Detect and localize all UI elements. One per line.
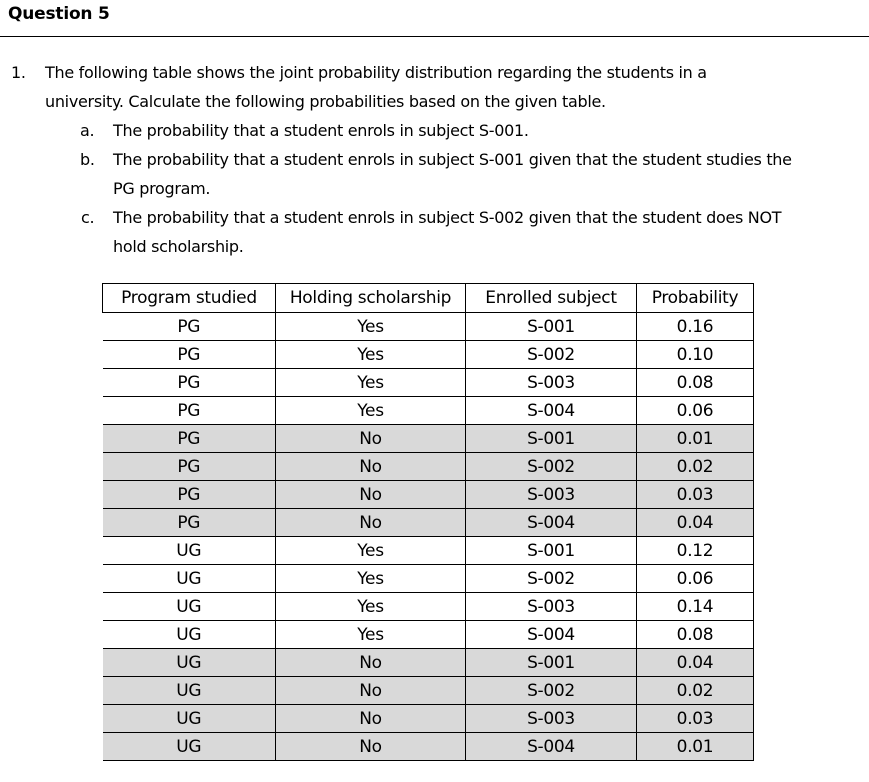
table-row (103, 565, 754, 593)
table-row (103, 313, 754, 341)
part-label-c: c. (81, 208, 95, 227)
cell-program: UG (103, 705, 276, 733)
cell-probability: 0.06 (637, 565, 754, 593)
cell-subject: S-004 (466, 509, 637, 537)
cell-probability: 0.03 (637, 705, 754, 733)
cell-program: PG (103, 509, 276, 537)
cell-probability: 0.06 (637, 397, 754, 425)
part-c-line-2: hold scholarship. (113, 237, 244, 256)
cell-scholarship: No (276, 733, 466, 761)
cell-subject: S-001 (466, 649, 637, 677)
header-probability: Probability (637, 284, 754, 313)
part-label-a: a. (80, 121, 95, 140)
table-row (103, 397, 754, 425)
question-number: 1. (11, 63, 26, 82)
part-c-line-1: The probability that a student enrols in subject S-002 given that the student does NOT (113, 208, 782, 227)
cell-program: UG (103, 621, 276, 649)
cell-probability: 0.10 (637, 341, 754, 369)
table-row (103, 453, 754, 481)
cell-subject: S-002 (466, 341, 637, 369)
cell-subject: S-003 (466, 705, 637, 733)
cell-scholarship: No (276, 509, 466, 537)
page-title: Question 5 (8, 4, 110, 24)
cell-subject: S-002 (466, 565, 637, 593)
cell-program: UG (103, 537, 276, 565)
cell-program: PG (103, 425, 276, 453)
cell-subject: S-001 (466, 313, 637, 341)
part-b-line-1: The probability that a student enrols in subject S-001 given that the student studies the (113, 150, 792, 169)
cell-program: PG (103, 369, 276, 397)
cell-probability: 0.01 (637, 733, 754, 761)
cell-subject: S-003 (466, 481, 637, 509)
cell-program: PG (103, 313, 276, 341)
cell-program: PG (103, 397, 276, 425)
header-holding-scholarship: Holding scholarship (276, 284, 466, 313)
cell-scholarship: Yes (276, 313, 466, 341)
table-row (103, 369, 754, 397)
table-row (103, 621, 754, 649)
cell-scholarship: Yes (276, 593, 466, 621)
cell-program: PG (103, 453, 276, 481)
cell-program: UG (103, 565, 276, 593)
header-enrolled-subject: Enrolled subject (466, 284, 637, 313)
cell-scholarship: No (276, 481, 466, 509)
cell-scholarship: Yes (276, 537, 466, 565)
part-a-line-1: The probability that a student enrols in subject S-001. (113, 121, 529, 140)
probability-table (102, 283, 754, 761)
table-header-row (103, 284, 754, 313)
cell-scholarship: Yes (276, 397, 466, 425)
cell-scholarship: No (276, 677, 466, 705)
table-row (103, 481, 754, 509)
table-row (103, 733, 754, 761)
cell-program: PG (103, 341, 276, 369)
cell-probability: 0.16 (637, 313, 754, 341)
cell-probability: 0.08 (637, 369, 754, 397)
cell-subject: S-004 (466, 397, 637, 425)
cell-probability: 0.02 (637, 453, 754, 481)
part-b-line-2: PG program. (113, 179, 211, 198)
part-label-b: b. (80, 150, 95, 169)
cell-scholarship: No (276, 425, 466, 453)
cell-subject: S-001 (466, 425, 637, 453)
cell-probability: 0.01 (637, 425, 754, 453)
cell-probability: 0.03 (637, 481, 754, 509)
cell-program: UG (103, 649, 276, 677)
header-program-studied: Program studied (103, 284, 276, 313)
cell-scholarship: No (276, 649, 466, 677)
cell-scholarship: No (276, 453, 466, 481)
table-body (103, 313, 754, 761)
table-row (103, 677, 754, 705)
cell-subject: S-002 (466, 677, 637, 705)
cell-scholarship: Yes (276, 565, 466, 593)
table-row (103, 537, 754, 565)
intro-line-1: The following table shows the joint probability distribution regarding the students in a (45, 63, 707, 82)
cell-program: UG (103, 677, 276, 705)
cell-probability: 0.04 (637, 649, 754, 677)
cell-scholarship: Yes (276, 621, 466, 649)
cell-probability: 0.12 (637, 537, 754, 565)
intro-line-2: university. Calculate the following probabilities based on the given table. (45, 92, 606, 111)
cell-subject: S-003 (466, 369, 637, 397)
cell-probability: 0.02 (637, 677, 754, 705)
cell-subject: S-003 (466, 593, 637, 621)
cell-scholarship: Yes (276, 369, 466, 397)
cell-subject: S-002 (466, 453, 637, 481)
cell-probability: 0.08 (637, 621, 754, 649)
cell-program: UG (103, 733, 276, 761)
table-row (103, 509, 754, 537)
table-row (103, 649, 754, 677)
table-row (103, 341, 754, 369)
cell-probability: 0.14 (637, 593, 754, 621)
cell-scholarship: No (276, 705, 466, 733)
cell-scholarship: Yes (276, 341, 466, 369)
cell-program: PG (103, 481, 276, 509)
cell-subject: S-004 (466, 733, 637, 761)
table-row (103, 705, 754, 733)
cell-subject: S-004 (466, 621, 637, 649)
cell-subject: S-001 (466, 537, 637, 565)
cell-program: UG (103, 593, 276, 621)
title-divider (0, 36, 869, 37)
table-row (103, 593, 754, 621)
cell-probability: 0.04 (637, 509, 754, 537)
table-row (103, 425, 754, 453)
